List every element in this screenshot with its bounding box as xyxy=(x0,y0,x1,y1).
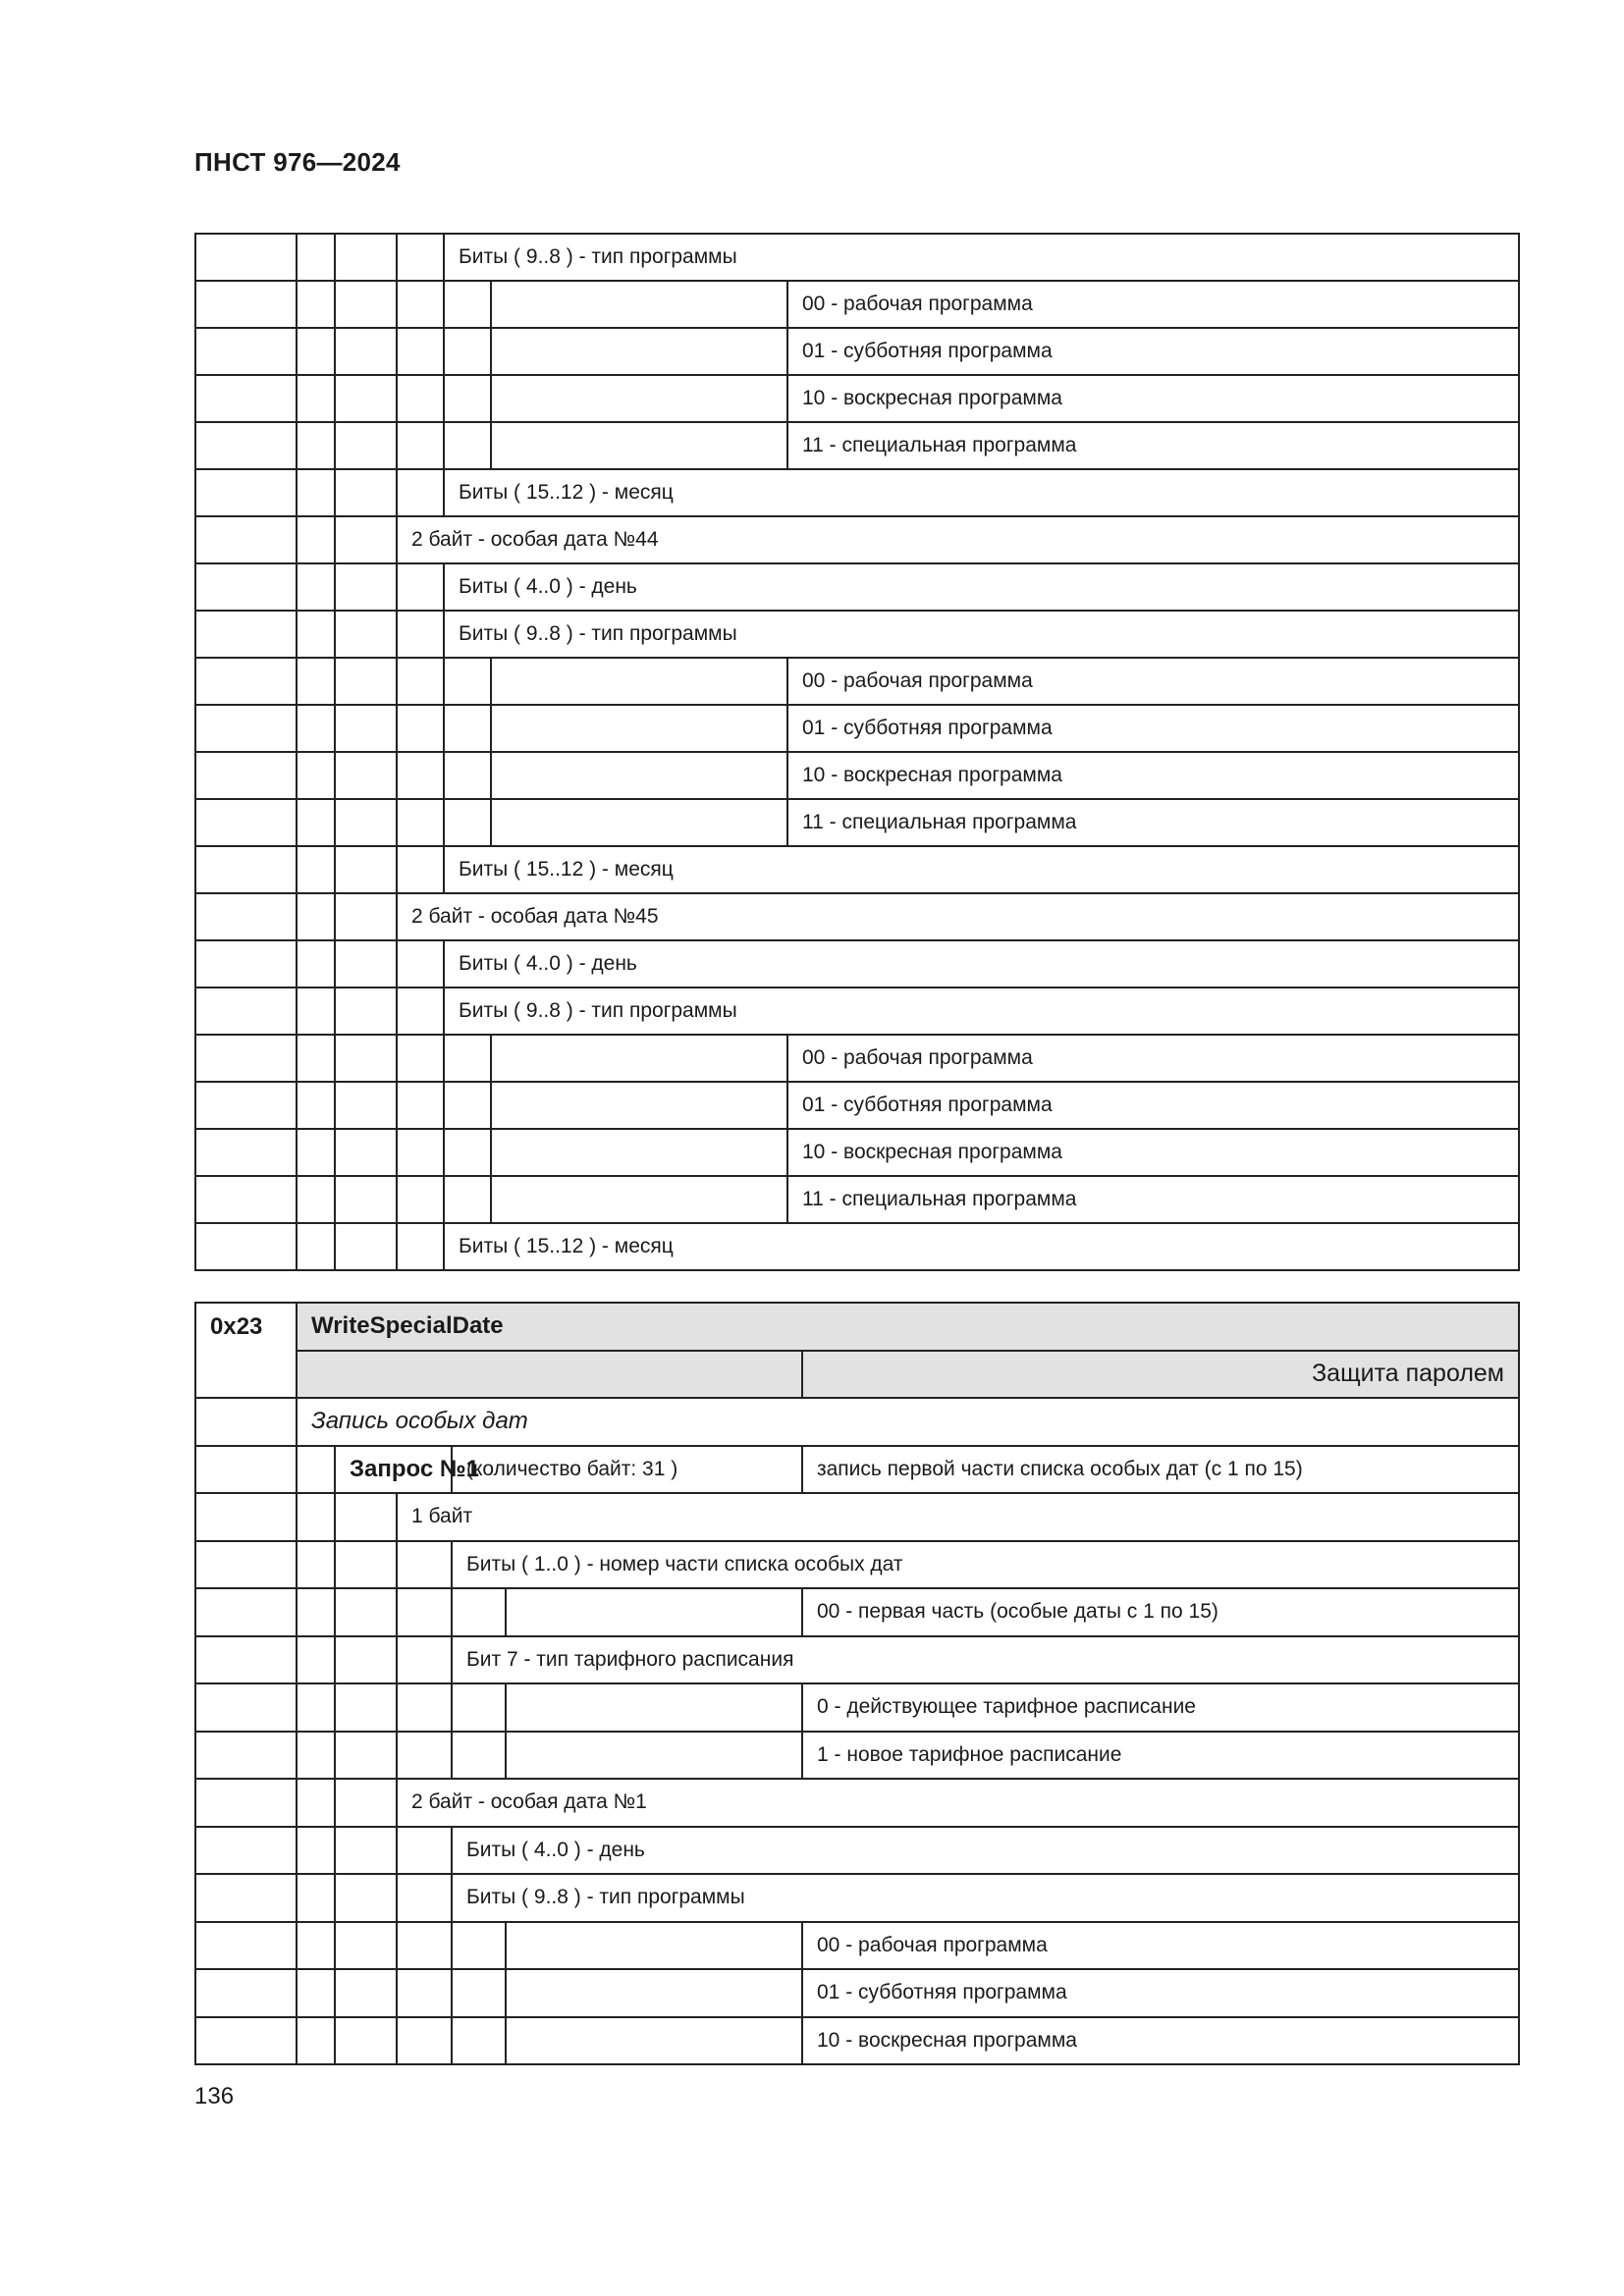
blank-cell xyxy=(444,658,491,705)
request-description: запись первой части списка особых дат (с 1 по 15) xyxy=(802,1446,1519,1494)
blank-cell xyxy=(491,1129,787,1176)
bits-label: Биты ( 4..0 ) - день xyxy=(444,940,1519,988)
table-row xyxy=(195,1082,1519,1129)
option-value: 01 - субботняя программа xyxy=(787,328,1519,375)
blank-cell xyxy=(297,1176,335,1223)
blank-cell xyxy=(195,1827,297,1875)
blank-cell xyxy=(297,705,335,752)
blank-cell xyxy=(397,1683,452,1732)
blank-cell xyxy=(397,469,444,516)
blank-cell xyxy=(491,1035,787,1082)
table-row xyxy=(195,1176,1519,1223)
blank-cell xyxy=(335,1827,397,1875)
table-row xyxy=(195,1874,1519,1922)
table-row xyxy=(195,1683,1519,1732)
blank-cell xyxy=(335,1779,397,1827)
table-row xyxy=(195,893,1519,940)
blank-cell xyxy=(297,1035,335,1082)
blank-cell xyxy=(491,705,787,752)
blank-cell xyxy=(452,1683,506,1732)
bits-label: Бит 7 - тип тарифного расписания xyxy=(452,1636,1519,1684)
blank-cell xyxy=(335,1035,397,1082)
blank-cell xyxy=(335,1922,397,1970)
option-value: 00 - рабочая программа xyxy=(787,658,1519,705)
blank-cell xyxy=(335,705,397,752)
section-title: Запись особых дат xyxy=(297,1398,1519,1446)
blank-cell xyxy=(195,940,297,988)
blank-cell xyxy=(444,1082,491,1129)
blank-cell xyxy=(195,752,297,799)
blank-cell xyxy=(452,1732,506,1780)
blank-cell xyxy=(335,422,397,469)
blank-cell xyxy=(491,752,787,799)
special-dates-continuation-table xyxy=(194,233,1520,1271)
option-value: 01 - субботняя программа xyxy=(802,1969,1519,2017)
blank-cell xyxy=(506,1588,802,1636)
blank-cell xyxy=(397,1541,452,1589)
option-value: 1 - новое тарифное расписание xyxy=(802,1732,1519,1780)
blank-cell xyxy=(195,1922,297,1970)
blank-cell xyxy=(297,375,335,422)
blank-cell xyxy=(195,1129,297,1176)
blank-cell xyxy=(297,1922,335,1970)
blank-cell xyxy=(397,1082,444,1129)
option-value: 10 - воскресная программа xyxy=(802,2017,1519,2065)
blank-cell xyxy=(195,1541,297,1589)
request-label: Запрос №1 xyxy=(335,1446,452,1494)
blank-cell xyxy=(297,1969,335,2017)
blank-cell xyxy=(297,799,335,846)
blank-cell xyxy=(335,234,397,281)
blank-cell xyxy=(444,422,491,469)
blank-cell xyxy=(444,328,491,375)
blank-cell xyxy=(444,705,491,752)
table-row xyxy=(195,1129,1519,1176)
table-row xyxy=(195,988,1519,1035)
blank-cell xyxy=(195,1874,297,1922)
table-row xyxy=(195,705,1519,752)
bits-label: Биты ( 9..8 ) - тип программы xyxy=(444,988,1519,1035)
blank-cell xyxy=(397,611,444,658)
blank-cell xyxy=(297,2017,335,2065)
blank-cell xyxy=(444,281,491,328)
blank-cell xyxy=(397,752,444,799)
blank-cell xyxy=(195,234,297,281)
blank-cell xyxy=(297,752,335,799)
table-row xyxy=(195,611,1519,658)
blank-cell xyxy=(195,1035,297,1082)
blank-cell xyxy=(335,1732,397,1780)
blank-cell xyxy=(195,1732,297,1780)
section-row xyxy=(195,1398,1519,1446)
protection-row xyxy=(195,1351,1519,1399)
blank-cell xyxy=(397,658,444,705)
request-byte-count: (количество байт: 31 ) xyxy=(452,1446,802,1494)
blank-cell xyxy=(335,328,397,375)
table-row xyxy=(195,1541,1519,1589)
table-row xyxy=(195,281,1519,328)
table-row xyxy=(195,516,1519,563)
table-row xyxy=(195,940,1519,988)
blank-cell xyxy=(491,422,787,469)
blank-cell xyxy=(506,1969,802,2017)
blank-cell xyxy=(506,1683,802,1732)
request-row xyxy=(195,1446,1519,1494)
write-special-date-table xyxy=(194,1302,1520,2065)
table-row xyxy=(195,234,1519,281)
blank-cell xyxy=(397,705,444,752)
blank-cell xyxy=(335,1969,397,2017)
option-value: 11 - специальная программа xyxy=(787,1176,1519,1223)
blank-cell xyxy=(297,1588,335,1636)
option-value: 00 - рабочая программа xyxy=(787,1035,1519,1082)
blank-cell xyxy=(452,1922,506,1970)
blank-cell xyxy=(297,1827,335,1875)
blank-cell xyxy=(195,1636,297,1684)
blank-cell xyxy=(491,1176,787,1223)
blank-cell xyxy=(195,658,297,705)
blank-cell xyxy=(335,563,397,611)
blank-cell xyxy=(335,1176,397,1223)
option-value: 00 - первая часть (особые даты с 1 по 15) xyxy=(802,1588,1519,1636)
table-row xyxy=(195,563,1519,611)
blank-cell xyxy=(335,988,397,1035)
blank-cell xyxy=(195,516,297,563)
blank-cell xyxy=(335,1588,397,1636)
blank-cell xyxy=(397,1129,444,1176)
blank-cell xyxy=(297,940,335,988)
blank-cell xyxy=(335,375,397,422)
blank-cell xyxy=(195,375,297,422)
blank-cell xyxy=(335,1223,397,1270)
table-row xyxy=(195,1827,1519,1875)
blank-cell xyxy=(335,1541,397,1589)
blank-cell xyxy=(491,375,787,422)
blank-cell xyxy=(491,1082,787,1129)
byte-label: 1 байт xyxy=(397,1493,1519,1541)
blank-cell xyxy=(397,1874,452,1922)
command-code: 0x23 xyxy=(195,1303,297,1398)
blank-cell xyxy=(335,846,397,893)
blank-cell xyxy=(335,940,397,988)
blank-cell xyxy=(335,752,397,799)
blank-cell xyxy=(506,1922,802,1970)
blank-cell xyxy=(397,846,444,893)
blank-cell xyxy=(297,516,335,563)
blank-cell xyxy=(335,1636,397,1684)
blank-cell xyxy=(397,422,444,469)
bits-label: Биты ( 15..12 ) - месяц xyxy=(444,1223,1519,1270)
blank-cell xyxy=(297,422,335,469)
blank-cell xyxy=(335,1082,397,1129)
command-header-row xyxy=(195,1303,1519,1351)
blank-cell xyxy=(397,1588,452,1636)
blank-cell xyxy=(195,1082,297,1129)
blank-cell xyxy=(397,988,444,1035)
blank-cell xyxy=(297,1446,335,1494)
blank-cell xyxy=(297,469,335,516)
option-value: 0 - действующее тарифное расписание xyxy=(802,1683,1519,1732)
bits-label: Биты ( 4..0 ) - день xyxy=(444,563,1519,611)
blank-cell xyxy=(444,1176,491,1223)
byte-label: 2 байт - особая дата №1 xyxy=(397,1779,1519,1827)
blank-cell xyxy=(397,1636,452,1684)
blank-cell xyxy=(444,799,491,846)
blank-cell xyxy=(297,988,335,1035)
blank-cell xyxy=(506,1732,802,1780)
option-value: 11 - специальная программа xyxy=(787,422,1519,469)
blank-cell xyxy=(195,705,297,752)
blank-cell xyxy=(397,1732,452,1780)
blank-cell xyxy=(297,1082,335,1129)
bits-label: Биты ( 4..0 ) - день xyxy=(452,1827,1519,1875)
option-value: 10 - воскресная программа xyxy=(787,375,1519,422)
blank-cell xyxy=(195,281,297,328)
bits-label: Биты ( 1..0 ) - номер части списка особых дат xyxy=(452,1541,1519,1589)
blank-cell xyxy=(195,1446,297,1494)
blank-cell xyxy=(195,422,297,469)
bits-label: Биты ( 15..12 ) - месяц xyxy=(444,846,1519,893)
table-row xyxy=(195,846,1519,893)
table-row xyxy=(195,799,1519,846)
table-row xyxy=(195,469,1519,516)
blank-cell xyxy=(297,328,335,375)
table-row xyxy=(195,328,1519,375)
blank-cell xyxy=(335,516,397,563)
bits-label: Биты ( 9..8 ) - тип программы xyxy=(444,234,1519,281)
blank-cell xyxy=(297,1779,335,1827)
blank-cell xyxy=(444,1129,491,1176)
header-blank-cell xyxy=(297,1351,802,1399)
blank-cell xyxy=(397,1922,452,1970)
blank-cell xyxy=(335,611,397,658)
blank-cell xyxy=(397,940,444,988)
option-value: 10 - воскресная программа xyxy=(787,1129,1519,1176)
option-value: 00 - рабочая программа xyxy=(802,1922,1519,1970)
option-value: 11 - специальная программа xyxy=(787,799,1519,846)
blank-cell xyxy=(397,1969,452,2017)
blank-cell xyxy=(335,799,397,846)
table-row xyxy=(195,752,1519,799)
blank-cell xyxy=(335,658,397,705)
table-row xyxy=(195,1636,1519,1684)
blank-cell xyxy=(335,2017,397,2065)
bits-label: Биты ( 9..8 ) - тип программы xyxy=(452,1874,1519,1922)
blank-cell xyxy=(506,2017,802,2065)
blank-cell xyxy=(195,1398,297,1446)
blank-cell xyxy=(397,1223,444,1270)
blank-cell xyxy=(297,1223,335,1270)
table-row xyxy=(195,375,1519,422)
table-row xyxy=(195,1732,1519,1780)
blank-cell xyxy=(297,1636,335,1684)
blank-cell xyxy=(297,846,335,893)
blank-cell xyxy=(397,1176,444,1223)
blank-cell xyxy=(297,658,335,705)
blank-cell xyxy=(335,1683,397,1732)
blank-cell xyxy=(452,1969,506,2017)
blank-cell xyxy=(397,563,444,611)
blank-cell xyxy=(195,328,297,375)
blank-cell xyxy=(491,328,787,375)
blank-cell xyxy=(195,1588,297,1636)
blank-cell xyxy=(195,2017,297,2065)
table-row xyxy=(195,2017,1519,2065)
blank-cell xyxy=(491,799,787,846)
blank-cell xyxy=(195,611,297,658)
blank-cell xyxy=(195,1223,297,1270)
blank-cell xyxy=(297,281,335,328)
table-row xyxy=(195,1035,1519,1082)
blank-cell xyxy=(397,1827,452,1875)
blank-cell xyxy=(195,1683,297,1732)
table-row xyxy=(195,1588,1519,1636)
table-row xyxy=(195,1969,1519,2017)
blank-cell xyxy=(195,799,297,846)
table-row xyxy=(195,1223,1519,1270)
blank-cell xyxy=(297,1732,335,1780)
blank-cell xyxy=(297,1541,335,1589)
byte-label: 2 байт - особая дата №45 xyxy=(397,893,1519,940)
blank-cell xyxy=(335,1129,397,1176)
bits-label: Биты ( 9..8 ) - тип программы xyxy=(444,611,1519,658)
blank-cell xyxy=(297,234,335,281)
blank-cell xyxy=(195,1969,297,2017)
blank-cell xyxy=(195,846,297,893)
blank-cell xyxy=(397,799,444,846)
blank-cell xyxy=(452,1588,506,1636)
table-row xyxy=(195,1779,1519,1827)
blank-cell xyxy=(195,988,297,1035)
table-row xyxy=(195,422,1519,469)
password-protection-label: Защита паролем xyxy=(802,1351,1519,1399)
blank-cell xyxy=(335,1493,397,1541)
option-value: 00 - рабочая программа xyxy=(787,281,1519,328)
blank-cell xyxy=(335,281,397,328)
page-number: 136 xyxy=(194,2083,235,2109)
option-value: 01 - субботняя программа xyxy=(787,705,1519,752)
blank-cell xyxy=(297,611,335,658)
blank-cell xyxy=(444,752,491,799)
blank-cell xyxy=(195,1176,297,1223)
blank-cell xyxy=(195,469,297,516)
blank-cell xyxy=(195,563,297,611)
blank-cell xyxy=(397,1035,444,1082)
table-row xyxy=(195,1922,1519,1970)
blank-cell xyxy=(397,281,444,328)
blank-cell xyxy=(397,375,444,422)
blank-cell xyxy=(452,2017,506,2065)
table-row xyxy=(195,1493,1519,1541)
byte-label: 2 байт - особая дата №44 xyxy=(397,516,1519,563)
blank-cell xyxy=(297,893,335,940)
blank-cell xyxy=(491,281,787,328)
blank-cell xyxy=(444,1035,491,1082)
table-row xyxy=(195,658,1519,705)
blank-cell xyxy=(335,1874,397,1922)
option-value: 10 - воскресная программа xyxy=(787,752,1519,799)
blank-cell xyxy=(397,234,444,281)
blank-cell xyxy=(397,2017,452,2065)
blank-cell xyxy=(335,893,397,940)
blank-cell xyxy=(444,375,491,422)
command-name: WriteSpecialDate xyxy=(297,1303,1519,1351)
blank-cell xyxy=(297,1683,335,1732)
blank-cell xyxy=(297,1129,335,1176)
blank-cell xyxy=(297,1874,335,1922)
blank-cell xyxy=(297,563,335,611)
blank-cell xyxy=(195,893,297,940)
bits-label: Биты ( 15..12 ) - месяц xyxy=(444,469,1519,516)
blank-cell xyxy=(335,469,397,516)
option-value: 01 - субботняя программа xyxy=(787,1082,1519,1129)
blank-cell xyxy=(297,1493,335,1541)
blank-cell xyxy=(195,1493,297,1541)
blank-cell xyxy=(491,658,787,705)
blank-cell xyxy=(397,328,444,375)
blank-cell xyxy=(195,1779,297,1827)
document-header: ПНСТ 976—2024 xyxy=(194,147,401,177)
